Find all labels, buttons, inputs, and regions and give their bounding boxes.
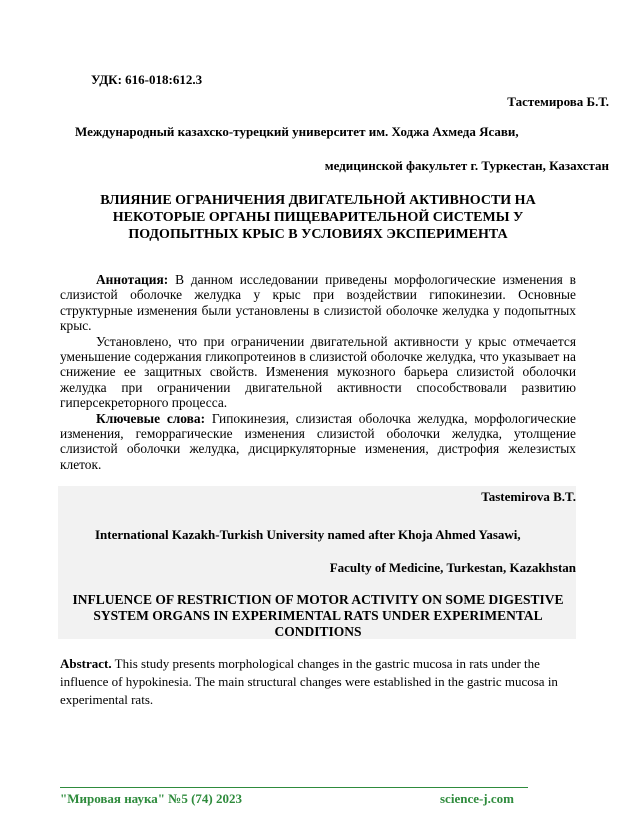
abstract-en-text: This study presents morphological changes in the gastric mucosa in rats under the influence of hypokinesia. The main structural changes were established in the gastric mucosa in experimental rats. bbox=[60, 656, 558, 707]
keywords-ru bbox=[60, 411, 576, 473]
abstract-ru-text1: В данном исследовании приведены морфологические изменения в слизистой оболочке желудка у крыс при воздействии гипокинезии. Основные структурные изменения были установлены в слизистой оболочке желудка у подопытных крыс. bbox=[60, 272, 576, 334]
abstract-ru-label: Аннотация: bbox=[96, 272, 169, 287]
abstract-ru-para2: Установлено, что при ограничении двигательной активности у крыс отмечается уменьшение содержания гликопротеинов в слизистой оболочке желудка, что указывает на снижение ее защитных свойств. Изменения мукозного барьера слизистой оболочки желудка при ограничении двигательной активности способствовали развитию гиперсекреторного процесса. bbox=[60, 333, 576, 411]
footer-site-link[interactable]: science-j.com bbox=[440, 791, 514, 806]
abstract-en bbox=[60, 655, 576, 709]
affiliation-en-line2: Faculty of Medicine, Turkestan, Kazakhstan bbox=[329, 560, 576, 575]
footer-divider bbox=[60, 787, 528, 788]
footer-journal: "Мировая наука" №5 (74) 2023 bbox=[60, 791, 242, 806]
keywords-ru-text: Гипокинезия, слизистая оболочка желудка, морфологические изменения, геморрагические изменения слизистой оболочки желудка, утолщение слизистой оболочки желудка, дисциркуляторные изменения, дистрофия железистых клеток. bbox=[60, 410, 576, 472]
abstract-en-label: Abstract. bbox=[60, 656, 112, 671]
affiliation-ru-line2: медицинской факультет г. Туркестан, Казахстан bbox=[324, 158, 609, 173]
author-name-ru: Тастемирова Б.Т. bbox=[507, 94, 609, 109]
abstract-ru bbox=[60, 272, 576, 472]
affiliation-en-line1: International Kazakh-Turkish University named after Khoja Ahmed Yasawi, bbox=[95, 527, 521, 542]
udk-code: УДК: 616-018:612.3 bbox=[91, 72, 203, 87]
article-title-en: INFLUENCE OF RESTRICTION OF MOTOR ACTIVITY ON SOME DIGESTIVE SYSTEM ORGANS IN EXPERIMENTAL RATS UNDER EXPERIMENTAL CONDITIONS bbox=[72, 592, 564, 639]
affiliation-ru-line1: Международный казахско-турецкий университет им. Ходжа Ахмеда Ясави, bbox=[75, 124, 519, 139]
author-name-en: Tastemirova B.T. bbox=[481, 489, 576, 504]
abstract-ru-para1 bbox=[60, 272, 576, 334]
article-title-ru: ВЛИЯНИЕ ОГРАНИЧЕНИЯ ДВИГАТЕЛЬНОЙ АКТИВНОСТИ НА НЕКОТОРЫЕ ОРГАНЫ ПИЩЕВАРИТЕЛЬНОЙ СИСТЕМЫ У ПОДОПЫТНЫХ КРЫС В УСЛОВИЯХ ЭКСПЕРИМЕНТА bbox=[100, 193, 536, 242]
keywords-ru-label: Ключевые слова: bbox=[96, 410, 206, 426]
